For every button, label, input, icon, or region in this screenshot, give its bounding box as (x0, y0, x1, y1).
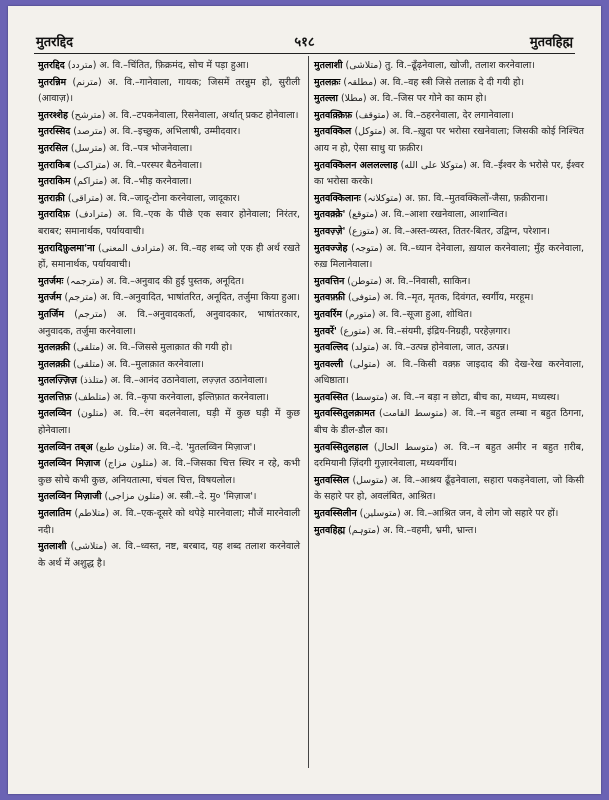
entry-definition: (متوقع) अ. वि.–आशा रखनेवाला, आशान्वित। (345, 209, 508, 221)
entry-definition: (مترجم) अ. वि.–अनुवादकर्ता, अनुवादकार, भाषांतरकार, अनुवादक, तर्जुमा करनेवाला। (38, 308, 300, 337)
dictionary-entry (38, 440, 300, 457)
dictionary-entry (314, 158, 584, 191)
entry-definition: (متوسط) अ. वि.–न बड़ा न छोटा, बीच का, मध्यम, मध्यस्थ। (348, 391, 560, 403)
entry-headword: मुतवस्सित (314, 391, 349, 403)
entry-definition: (متلون طبع) अ. वि.–दे. 'मुतलव्विन मिज़ाज'। (92, 441, 256, 453)
right-column (314, 58, 584, 539)
header-first-word: मुतरद्दिद (36, 35, 74, 50)
entry-headword: मुतरादिफ़ुलमा'ना (38, 242, 95, 254)
dictionary-entry (38, 406, 300, 439)
entry-headword: मुतलातिम (38, 508, 72, 520)
entry-definition: (مترشح) अ. वि.–टपकनेवाला, रिसनेवाला, अर्थात् प्रकट होनेवाला। (68, 109, 299, 121)
entry-headword: मुतवस्सितुलक़ामत (314, 408, 375, 420)
dictionary-entry (314, 406, 584, 439)
entry-definition: (متوقف) अ. वि.–ठहरनेवाला, देर लगानेवाला। (352, 109, 514, 121)
entry-headword: मुतवक़्क़िफ़ (314, 109, 353, 121)
dictionary-entry (314, 75, 584, 92)
left-column (38, 58, 300, 572)
entry-headword: मुतराकिम (38, 176, 71, 188)
entry-headword: मुतलक़्क़ी (38, 342, 71, 354)
entry-definition: (متوفی) अ. वि.–मृत, मृतक, दिवंगत, स्वर्गीय, मरहूम। (345, 292, 534, 304)
entry-definition: (مترادف المعنى) अ. वि.–वह शब्द जो एक ही अर्थ रखते हों, समानार्थक, पर्यायवाची। (38, 242, 300, 271)
entry-headword: मुतलाशी (314, 60, 343, 71)
dictionary-entry (314, 390, 584, 407)
entry-definition: (متراقی) अ. वि.–जादू-टोना करनेवाला, जादूकार। (64, 192, 241, 204)
entry-headword: मुतवफ़्फ़ी (314, 292, 346, 304)
column-divider (308, 56, 309, 768)
entry-headword: मुतवक़्क़े' (314, 209, 346, 221)
dictionary-page (8, 6, 601, 794)
dictionary-entry (38, 373, 300, 390)
entry-definition: (متراکب) अ. वि.–परस्पर बैठनेवाला। (70, 159, 203, 171)
entry-definition: (متوزع) अ. वि.–अस्त-व्यस्त, तितर-बितर, उद्विग्न, परेशान। (345, 225, 550, 237)
entry-headword: मुतवज्जेह (314, 242, 348, 254)
entry-headword: मुतलत्तिफ़ (38, 391, 72, 403)
entry-definition: (متراکم) अ. वि.–भीड़ करनेवाला। (70, 176, 192, 188)
dictionary-entry (314, 91, 584, 108)
entry-definition: (متوہم) अ. वि.–वहमी, भ्रमी, भ्रान्त। (345, 524, 477, 536)
header-rule (34, 53, 575, 54)
dictionary-entry (38, 357, 300, 374)
entry-headword: मुतलव्विन मिज़ाज (38, 458, 101, 470)
entry-definition: (متوکلا على الله) अ. वि.–ईश्वर के भरोसे पर, ईश्वर का भरोसा करके। (314, 159, 584, 188)
dictionary-entry (38, 489, 300, 506)
entry-headword: मुतरद्दिद (38, 60, 65, 71)
dictionary-entry (314, 290, 584, 307)
entry-definition: (متورم) अ. वि.–सूजा हुआ, शोथित। (342, 308, 473, 320)
dictionary-entry (38, 191, 300, 208)
entry-headword: मुतवर्रे' (314, 325, 337, 337)
entry-headword: मुतलाशी (38, 541, 67, 553)
entry-headword: मुतवस्सिल (314, 474, 350, 486)
dictionary-entry (38, 174, 300, 191)
entry-definition: (مترنم) अ. वि.–गानेवाला, गायक; जिसमें तरन्नुम हो, सुरीली (आवाज़)। (38, 76, 301, 105)
entry-headword: मुतलव्विन (38, 408, 72, 420)
dictionary-entry (38, 75, 300, 108)
entry-definition: (متلقی) अ. वि.–जिससे मुलाक़ात की गयी हो। (70, 342, 233, 354)
dictionary-entry (314, 241, 584, 274)
dictionary-entry (38, 241, 300, 274)
entry-headword: मुतर्जमः (38, 275, 64, 287)
entry-definition: (متلون مزاج) अ. वि.–जिसका चित्त स्थिर न रहे, कभी कुछ सोचे कभी कुछ, अनियतात्मा, चंचल चित्त, विषयलोल। (38, 458, 301, 486)
entry-definition: (متردد) अ. वि.–चिंतित, फ़िक्रमंद, सोच में पड़ा हुआ। (64, 60, 249, 71)
entry-definition: (متوسلین) अ. वि.–आश्रित जन, वे लोग जो सहारे पर हों। (356, 508, 559, 520)
dictionary-entry (314, 191, 584, 208)
page-header (34, 32, 575, 54)
entry-headword: मुतलव्विन तब्अ (38, 441, 93, 453)
entry-headword: मुतवक्किलानः (314, 192, 361, 204)
entry-headword: मुतवक्किल (314, 126, 352, 138)
header-last-word: मुतवहिह्म (529, 35, 573, 50)
entry-headword: मुतवस्सिलीन (314, 508, 357, 520)
dictionary-entry (314, 440, 584, 473)
entry-headword: मुतवल्ली (314, 358, 344, 370)
dictionary-entry (38, 307, 300, 340)
dictionary-entry (38, 539, 300, 572)
entry-definition: (متلاطم) अ. वि.–एक-दूसरे को थपेड़े मारनेवाला; मौजें मारनेवाली नदी। (38, 508, 300, 536)
entry-headword: मुतरस्सिद (38, 126, 71, 138)
dictionary-entry (38, 274, 300, 291)
entry-headword: मुतरश्शेह (38, 109, 68, 121)
entry-headword: मुतवहिह्म (314, 524, 346, 536)
entry-definition: (متوسل) अ. वि.–आश्रय ढूँढ़नेवाला, सहारा पकड़नेवाला, जो किसी के सहारे पर हो, अवलंबित, आश्रित। (314, 474, 584, 503)
entry-headword: मुतवल्लिद (314, 342, 349, 354)
dictionary-entry (314, 523, 584, 540)
entry-headword: मुतलव्विन मिज़ाजी (38, 491, 102, 503)
entry-definition: (متلطف) अ. वि.–कृपा करनेवाला, इल्तिफ़ात करनेवाला। (71, 391, 269, 403)
dictionary-entry (314, 506, 584, 523)
entry-headword: मुतलक़ः (314, 76, 341, 88)
dictionary-entry (314, 108, 584, 125)
dictionary-entry (38, 124, 300, 141)
entry-headword: मुतल्ला (314, 93, 338, 105)
entry-definition: (متورع) अ. वि.–संयमी, इंद्रिय-निग्रही, परहेज़गार। (336, 325, 511, 337)
entry-headword: मुतरन्निम (38, 76, 67, 88)
entry-definition: (مطلقہ) अ. वि.–वह स्त्री जिसे तलाक़ दे दी गयी हो। (340, 76, 525, 88)
dictionary-entry (314, 207, 584, 224)
page-number: ५१८ (294, 35, 315, 50)
dictionary-entry (314, 58, 584, 75)
dictionary-entry (38, 207, 300, 240)
dictionary-entry (38, 390, 300, 407)
dictionary-entry (38, 141, 300, 158)
entry-definition: (مترصد) अ. वि.–इच्छुक, अभिलाषी, उम्मीदवार। (70, 126, 241, 138)
entry-definition: (مترجم) अ. वि.–अनुवादित, भाषांतरित, अनूदित, तर्जुमा किया हुआ। (61, 292, 300, 304)
dictionary-entry (38, 506, 300, 539)
dictionary-entry (38, 108, 300, 125)
entry-definition: (متلقی) अ. वि.–मुलाक़ात करनेवाला। (70, 358, 204, 370)
entry-definition: (مترجمہ) अ. वि.–अनुवाद की हुई पुस्तक, अनूदित। (63, 275, 245, 287)
entry-definition: (مترسل) अ. वि.–पत्र भोजनेवाला। (67, 142, 193, 154)
entry-definition: (متولی) अ. वि.–किसी वक़्फ़ जाइदाद की देख-रेख करनेवाला, अधिष्ठाता। (314, 358, 585, 387)
entry-definition: (متلذذ) अ. वि.–आनंद उठानेवाला, लज़्ज़त उठानेवाला। (77, 375, 268, 387)
entry-definition: (متوکل) अ. वि.–ख़ुदा पर भरोसा रखनेवाला; जिसकी कोई निश्चित आय न हो, ऐसा साधु या फ़क़ीर। (314, 126, 585, 154)
entry-definition: (متلون مزاجی) अ. स्त्री.–दे. मु० 'मिज़ाज'। (101, 491, 257, 503)
entry-headword: मुतलज़्ज़िज़ (38, 375, 78, 387)
dictionary-entry (314, 274, 584, 291)
entry-headword: मुतराकिब (38, 159, 71, 171)
entry-definition: (متلاشی) अ. वि.–ध्वस्त, नष्ट, बरबाद, यह शब्द तलाश करनेवाले के अर्थ में अशुद्ध है। (38, 541, 300, 569)
entry-headword: मुतवज़्ज़े' (314, 225, 346, 237)
entry-definition: (مطلا) अ. वि.–जिस पर गोने का काम हो। (337, 93, 487, 105)
dictionary-entry (314, 324, 584, 341)
dictionary-entry (314, 357, 584, 390)
entry-headword: मुतवक्किलन अललल्लाह (314, 159, 398, 171)
dictionary-entry (314, 224, 584, 241)
dictionary-entry (38, 456, 300, 489)
dictionary-entry (314, 124, 584, 157)
entry-definition: (متوسط الحال) अ. वि.–न बहुत अमीर न बहुत ग़रीब, दरमियानी ज़िंदगी गुज़ारनेवाला, मध्यवर्गीय। (314, 441, 585, 470)
entry-headword: मुतवत्तिन (314, 275, 345, 287)
entry-headword: मुतरादिफ़ (38, 209, 70, 221)
entry-headword: मुतवस्सितुलहाल (314, 441, 369, 453)
entry-headword: मुतरसिल (38, 142, 68, 154)
entry-definition: (متوطن) अ. वि.–निवासी, साकिन। (344, 275, 471, 287)
dictionary-entry (314, 307, 584, 324)
dictionary-entry (38, 290, 300, 307)
dictionary-entry (38, 158, 300, 175)
entry-definition: (متلون) अ. वि.–रंग बदलनेवाला, घड़ी में कुछ घड़ी में कुछ होनेवाला। (38, 408, 300, 437)
entry-headword: मुतवर्रिम (314, 308, 343, 320)
entry-definition: (متوسط القامت) अ. वि.–न बहुत लम्बा न बहुत ठिगना, बीच के डील-डौल का। (314, 408, 584, 437)
dictionary-entry (314, 473, 584, 506)
entry-headword: मुतराक़ी (38, 192, 65, 204)
dictionary-entry (38, 340, 300, 357)
entry-definition: (متوجہ) अ. वि.–ध्यान देनेवाला, ख़याल करनेवाला; मुँह करनेवाला, रुख़ मिलानेवाला। (314, 242, 585, 271)
entry-headword: मुतलक़्क़ी (38, 358, 71, 370)
entry-definition: (متوکلانہ) अ. फ़ा. वि.–मुतवक्किलों-जैसा, फ़क़ीराना। (360, 192, 549, 204)
entry-definition: (مترادف) अ. वि.–एक के पीछे एक सवार होनेवाला; निरंतर, बराबर; समानार्थक, पर्यायवाची। (38, 209, 300, 237)
entry-definition: (متلاشی) तु. वि.–ढूँढ़नेवाला, खोजी, तलाश करनेवाला। (342, 60, 535, 71)
entry-headword: मुतर्जम (38, 292, 62, 304)
dictionary-entry (38, 58, 300, 75)
dictionary-entry (314, 340, 584, 357)
entry-headword: मुतर्जिम (38, 308, 64, 320)
entry-definition: (متولد) अ. वि.–उत्पन्न होनेवाला, जात, उत्पन्न। (348, 342, 509, 354)
